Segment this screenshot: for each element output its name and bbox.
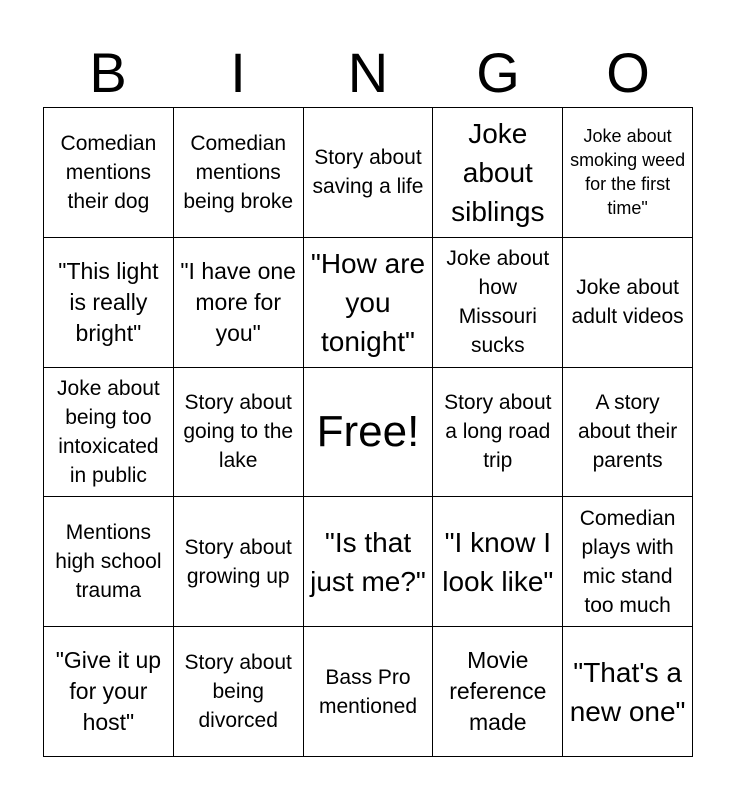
cell-text: Joke about smoking weed for the first time" [570,126,686,219]
bingo-cell[interactable] [174,497,304,627]
cell-text: Mentions high school trauma [55,521,162,603]
bingo-cell[interactable] [44,108,174,238]
cell-text: Joke about how Missouri sucks [446,247,550,358]
bingo-cell[interactable] [433,627,563,757]
bingo-cell[interactable] [44,238,174,368]
bingo-cell[interactable] [174,368,304,498]
cell-text: "Give it up for your host" [55,647,162,736]
cell-text: "This light is really bright" [58,257,159,346]
cell-text: "I know I look like" [442,526,554,597]
cell-text: A story about their parents [577,391,678,473]
cell-text: Joke about adult videos [571,276,684,329]
header-letter-b: B [89,41,127,104]
cell-text: Story about being divorced [184,651,292,733]
cell-text: Story about growing up [184,535,292,588]
bingo-cell-free[interactable] [304,368,434,498]
bingo-cell[interactable] [174,627,304,757]
cell-text: Story about a long road trip [444,391,552,473]
cell-text: Joke about siblings [451,117,545,227]
cell-text: Comedian plays with mic stand too much [579,506,676,617]
cell-text: "How are you tonight" [310,247,426,357]
cell-text: "Is that just me?" [310,526,426,597]
bingo-cell[interactable] [44,497,174,627]
free-space-text: Free! [316,406,420,456]
bingo-cell[interactable] [433,497,563,627]
bingo-cell[interactable] [304,497,434,627]
bingo-cell[interactable] [44,627,174,757]
bingo-cell[interactable] [563,238,693,368]
bingo-cell[interactable] [563,497,693,627]
bingo-cell[interactable] [433,108,563,238]
bingo-cell[interactable] [304,238,434,368]
cell-text: "I have one more for you" [180,257,296,346]
cell-text: Bass Pro mentioned [318,665,418,718]
bingo-cell[interactable] [174,108,304,238]
header-letter-i: I [230,41,246,104]
cell-text: Story about saving a life [312,146,424,199]
bingo-cell[interactable] [563,108,693,238]
bingo-cell[interactable] [563,627,693,757]
bingo-cell[interactable] [433,368,563,498]
bingo-cell[interactable] [174,238,304,368]
bingo-header [43,38,693,108]
cell-text: "That's a new one" [569,656,686,727]
cell-text: Joke about being too intoxicated in public [57,376,160,487]
bingo-cell[interactable] [563,368,693,498]
header-letter-o: O [606,41,650,104]
bingo-cell[interactable] [44,368,174,498]
header-letter-g: G [476,41,520,104]
cell-text: Movie reference made [449,647,547,736]
cell-text: Comedian mentions being broke [183,131,294,213]
bingo-board [43,107,693,757]
bingo-cell[interactable] [304,108,434,238]
cell-text: Story about going to the lake [183,391,294,473]
header-letter-n: N [347,41,389,104]
bingo-cell[interactable] [304,627,434,757]
cell-text: Comedian mentions their dog [60,131,157,213]
bingo-cell[interactable] [433,238,563,368]
